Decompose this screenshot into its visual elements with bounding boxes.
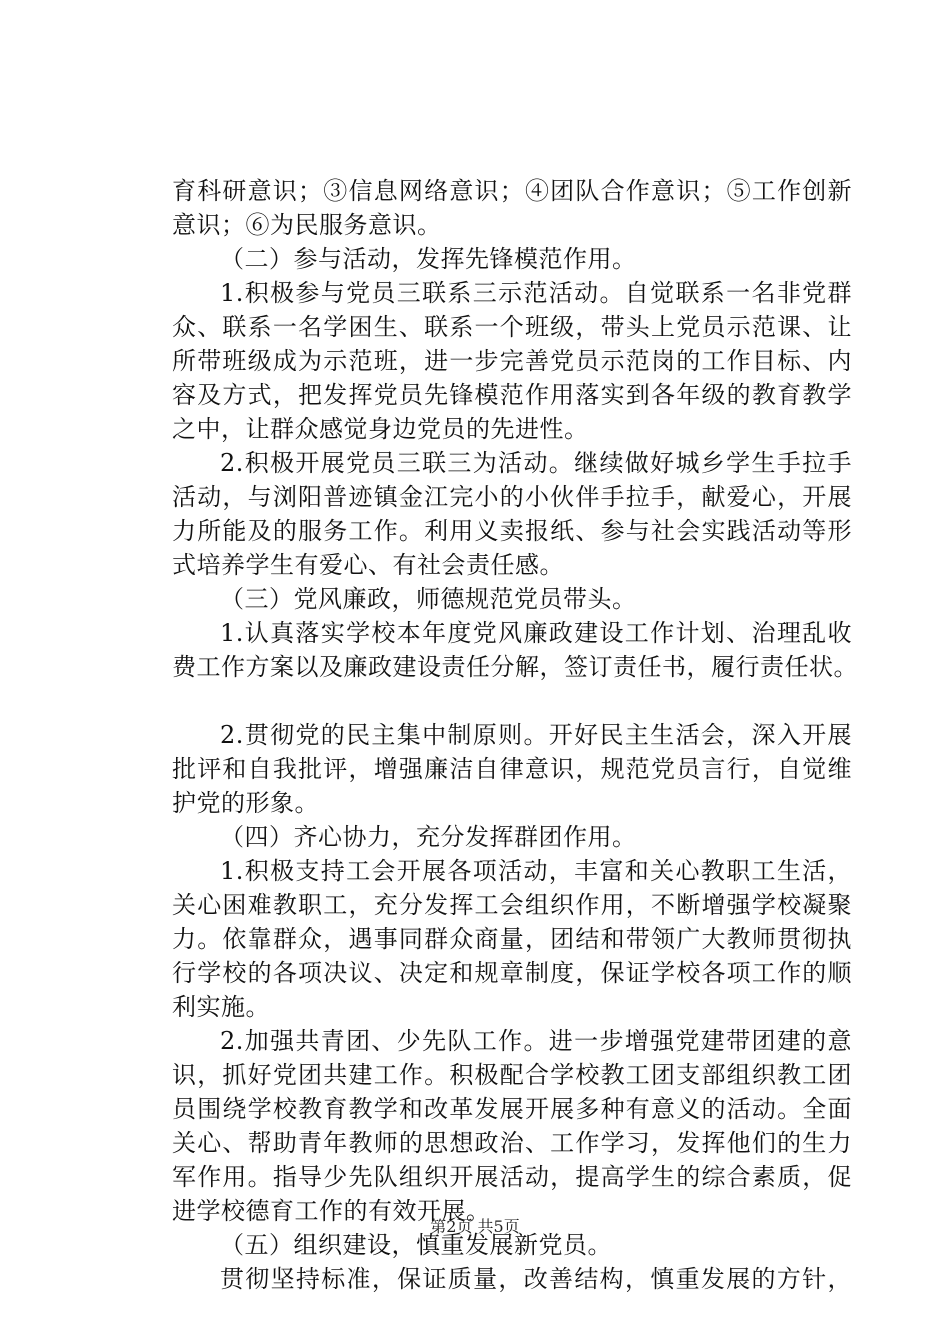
- page-footer: 第2页 共5页: [430, 1217, 520, 1236]
- text-line: 2.贯彻党的民主集中制原则。开好民主生活会，深入开展: [220, 721, 852, 749]
- text-line: 费工作方案以及廉政建设责任分解，签订责任书，履行责任状。: [172, 653, 858, 681]
- text-line: 活动，与浏阳普迹镇金江完小的小伙伴手拉手，献爱心，开展: [172, 483, 852, 511]
- section-heading: （二）参与活动，发挥先锋模范作用。: [220, 245, 637, 273]
- text-line: 识，抓好党团共建工作。积极配合学校教工团支部组织教工团: [172, 1061, 852, 1089]
- section-heading: （三）党风廉政，师德规范党员带头。: [220, 585, 637, 613]
- text-line: 贯彻坚持标准，保证质量，改善结构，慎重发展的方针，: [220, 1265, 852, 1293]
- text-line: 关心困难教职工，充分发挥工会组织作用，不断增强学校凝聚: [172, 891, 852, 919]
- text-line: 力所能及的服务工作。利用义卖报纸、参与社会实践活动等形: [172, 517, 852, 545]
- text-line: 1.积极支持工会开展各项活动，丰富和关心教职工生活，: [220, 857, 852, 885]
- document-body: [172, 174, 858, 1296]
- text-line: 式培养学生有爱心、有社会责任感。: [172, 551, 564, 579]
- text-line: 批评和自我批评，增强廉洁自律意识，规范党员言行，自觉维: [172, 755, 852, 783]
- text-line: 众、联系一名学困生、联系一个班级，带头上党员示范课、让: [172, 313, 852, 341]
- text-line: 进学校德育工作的有效开展。: [172, 1197, 491, 1225]
- text-line: 1.积极参与党员三联系三示范活动。自觉联系一名非党群: [220, 279, 852, 307]
- text-line: 意识；⑥为民服务意识。: [172, 211, 442, 239]
- text-line: 所带班级成为示范班，进一步完善党员示范岗的工作目标、内: [172, 347, 852, 375]
- text-line: 育科研意识；③信息网络意识；④团队合作意识；⑤工作创新: [172, 177, 852, 205]
- text-line: 容及方式，把发挥党员先锋模范作用落实到各年级的教育教学: [172, 381, 852, 409]
- text-line: 行学校的各项决议、决定和规章制度，保证学校各项工作的顺: [172, 959, 852, 987]
- text-line: 1.认真落实学校本年度党风廉政建设工作计划、治理乱收: [220, 619, 852, 647]
- text-line: 力。依靠群众，遇事同群众商量，团结和带领广大教师贯彻执: [172, 925, 852, 953]
- text-line: 2.加强共青团、少先队工作。进一步增强党建带团建的意: [220, 1027, 852, 1055]
- text-line: 关心、帮助青年教师的思想政治、工作学习，发挥他们的生力: [172, 1129, 852, 1157]
- section-heading: （四）齐心协力，充分发挥群团作用。: [220, 823, 637, 851]
- section-heading: （五）组织建设，慎重发展新党员。: [220, 1231, 612, 1259]
- text-line: 2.积极开展党员三联三为活动。继续做好城乡学生手拉手: [220, 449, 852, 477]
- text-line: 利实施。: [172, 993, 270, 1021]
- text-line: 护党的形象。: [172, 789, 319, 817]
- text-line: 之中，让群众感觉身边党员的先进性。: [172, 415, 589, 443]
- text-line: 员围绕学校教育教学和改革发展开展多种有意义的活动。全面: [172, 1095, 852, 1123]
- text-line: 军作用。指导少先队组织开展活动，提高学生的综合素质，促: [172, 1163, 852, 1191]
